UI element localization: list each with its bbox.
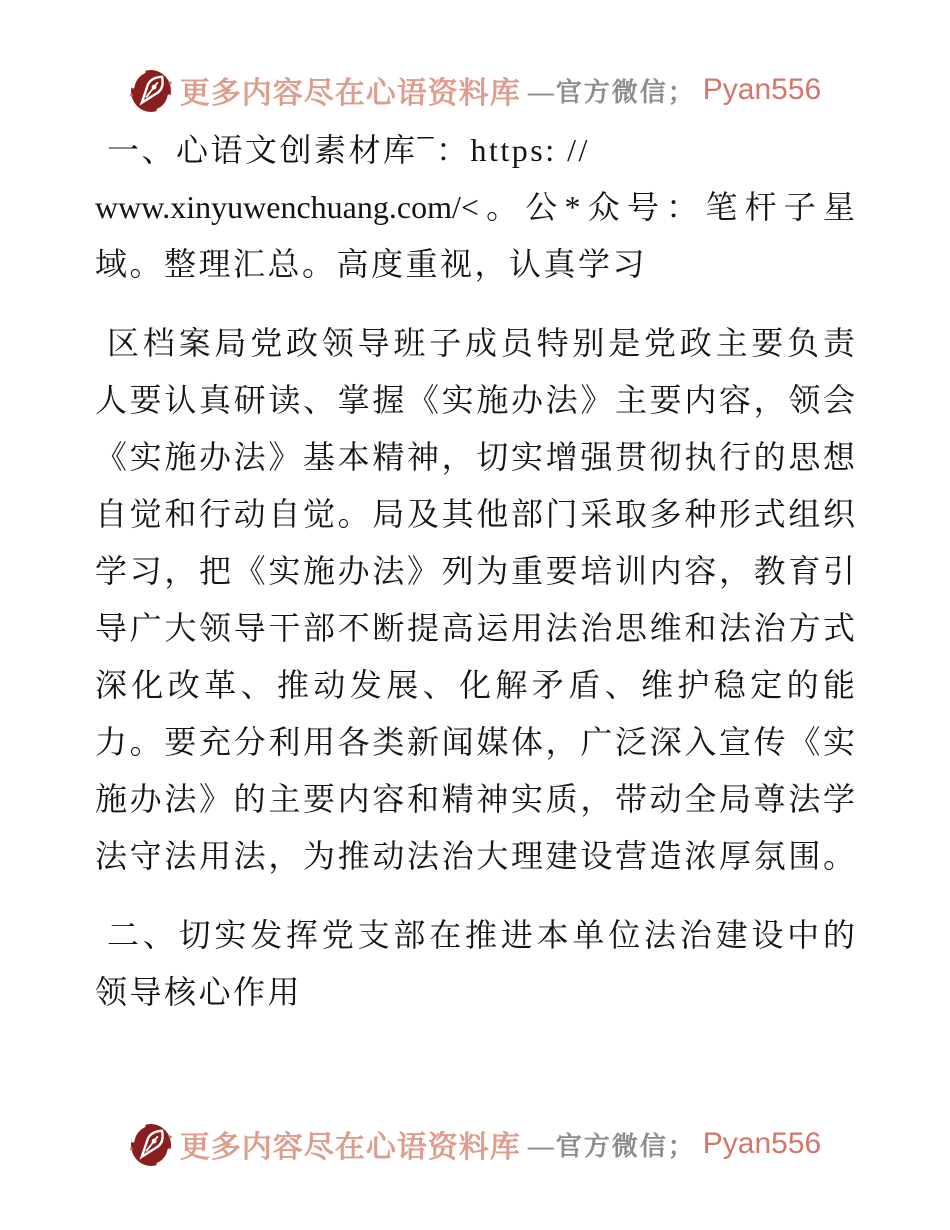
text-line: 《实施办法》基本精神，切实增强贯彻执行的思想 [95,439,855,475]
text-line: 法守法用法，为推动法治大理建设营造浓厚氛围。 [95,838,855,874]
watermark-text: 更多内容尽在心语资料库 [179,77,521,110]
text-line: 领导核心作用 [95,974,303,1010]
document-body [95,122,855,1021]
wechat-label: —官方微信； [527,77,696,107]
header-watermark [0,64,950,116]
text-line: 力。要充分利用各类新闻媒体，广泛深入宣传《实 [95,724,855,760]
text-line: 学习，把《实施办法》列为重要培训内容，教育引 [95,553,855,589]
text-line: 施办法》的主要内容和精神实质，带动全局尊法学 [95,781,855,817]
text-line: 深化改革、推动发展、化解矛盾、维护稳定的能 [95,667,855,703]
paragraph [95,315,855,885]
text-line: 一、心语文创素材库¯：https: // [107,132,590,168]
paragraph [95,907,855,1021]
wechat-id: Pyan556 [702,1127,822,1160]
watermark-text: 更多内容尽在心语资料库 [179,1131,521,1164]
text-line: 自觉和行动自觉。局及其他部门采取多种形式组织 [95,496,855,532]
pen-seal-logo-icon [129,65,173,115]
wechat-id: Pyan556 [702,73,822,106]
footer-watermark [0,1118,950,1170]
pen-seal-logo-icon [129,1119,173,1169]
text-line: 域。整理汇总。高度重视，认真学习 [95,246,648,282]
text-line: www.xinyuwenchuang.com/<。公*众号：笔杆子星 [95,189,855,225]
text-line: 二、切实发挥党支部在推进本单位法治建设中的 [107,917,855,953]
text-line: 导广大领导干部不断提高运用法治思维和法治方式 [95,610,855,646]
wechat-label: —官方微信； [527,1131,696,1161]
paragraph [95,122,855,293]
text-line: 区档案局党政领导班子成员特别是党政主要负责 [107,325,855,361]
text-line: 人要认真研读、掌握《实施办法》主要内容，领会 [95,382,855,418]
